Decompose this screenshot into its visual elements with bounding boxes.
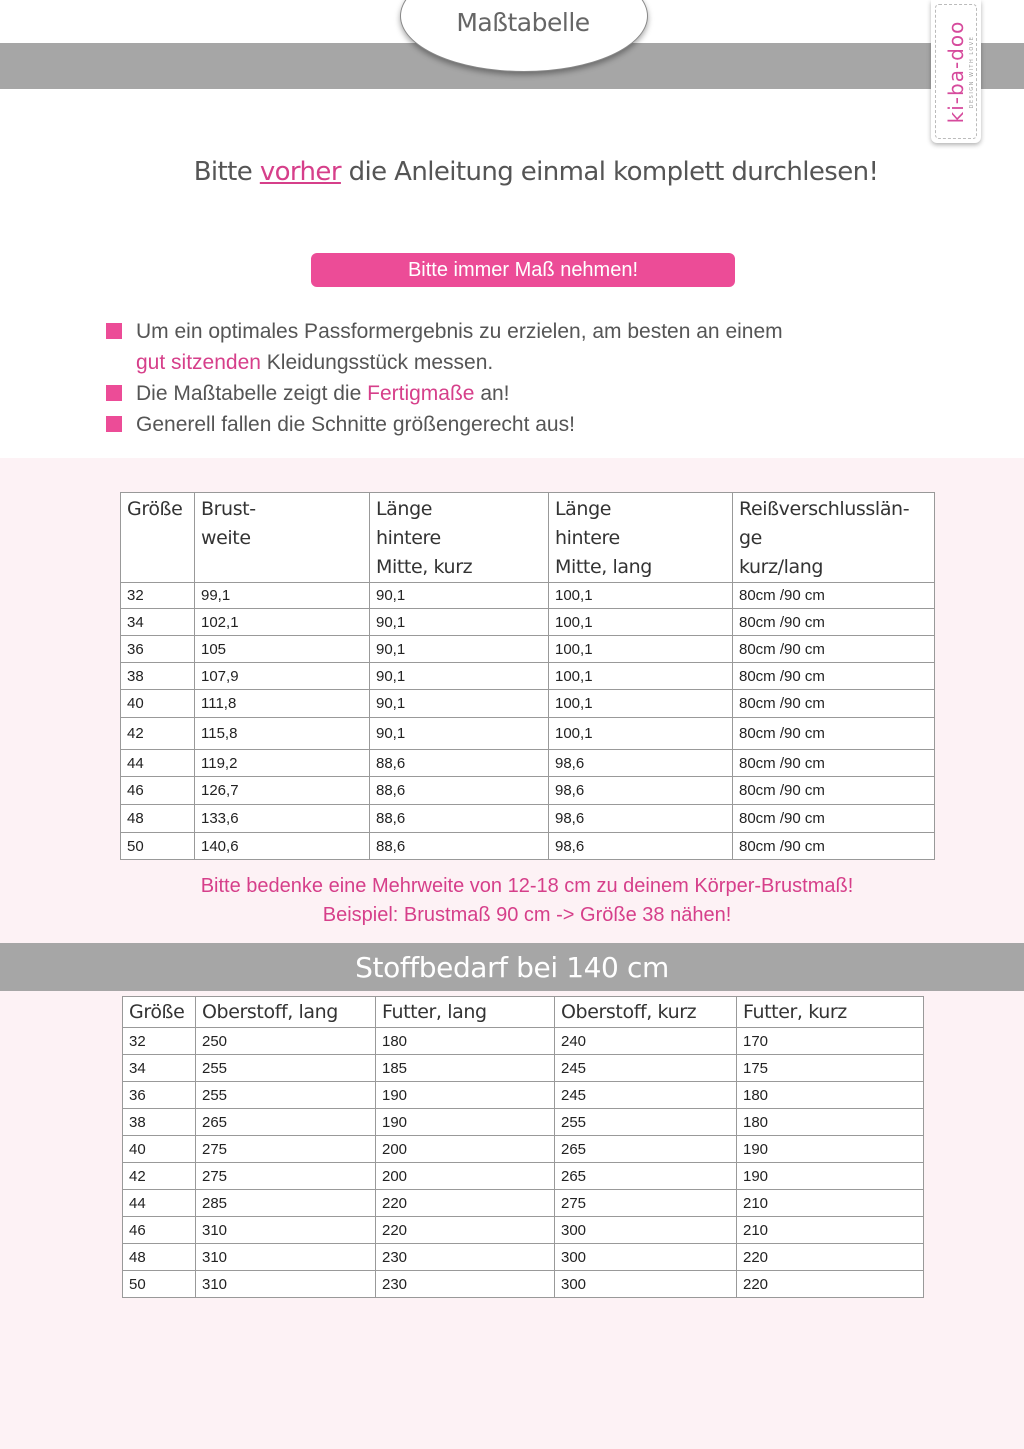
bullet-highlight: gut sitzenden — [136, 351, 261, 374]
table-cell: 245 — [555, 1055, 737, 1082]
table-cell: 190 — [376, 1109, 555, 1136]
table-row — [123, 1055, 924, 1082]
header-line: Reißverschlusslän- — [739, 498, 910, 520]
table-cell: 300 — [555, 1217, 737, 1244]
table-cell: 190 — [737, 1136, 924, 1163]
table-cell: 210 — [737, 1217, 924, 1244]
table-cell: 48 — [121, 805, 195, 833]
list-item-continuation — [106, 347, 866, 378]
intro-line — [0, 157, 1024, 187]
table-cell: 46 — [123, 1217, 196, 1244]
table-cell: 175 — [737, 1055, 924, 1082]
header-line: Größe — [127, 498, 183, 520]
table-cell: 38 — [121, 663, 195, 690]
table-cell: 100,1 — [549, 718, 733, 750]
table-cell: 44 — [123, 1190, 196, 1217]
header-cell — [121, 493, 195, 583]
table-cell: 100,1 — [549, 663, 733, 690]
table-cell: 255 — [196, 1055, 376, 1082]
table-cell: 300 — [555, 1244, 737, 1271]
table-cell: 50 — [123, 1271, 196, 1298]
header-cell: Größe — [123, 997, 196, 1028]
table-cell: 105 — [195, 636, 370, 663]
fabric-table-header — [123, 997, 924, 1028]
table-cell: 310 — [196, 1271, 376, 1298]
header-line: Brust- — [201, 498, 256, 520]
table-cell: 210 — [737, 1190, 924, 1217]
table-cell: 133,6 — [195, 805, 370, 833]
table-cell: 200 — [376, 1163, 555, 1190]
table-cell: 80cm /90 cm — [733, 583, 935, 609]
table-cell: 50 — [121, 833, 195, 860]
table-cell: 200 — [376, 1136, 555, 1163]
table-cell: 220 — [376, 1217, 555, 1244]
table-cell: 40 — [123, 1136, 196, 1163]
table-row — [123, 1109, 924, 1136]
table-cell: 220 — [737, 1271, 924, 1298]
table-cell: 170 — [737, 1028, 924, 1055]
table-row — [121, 583, 935, 609]
table-cell: 185 — [376, 1055, 555, 1082]
intro-before: Bitte — [193, 157, 260, 187]
header-cell — [195, 493, 370, 583]
table-cell: 275 — [196, 1136, 376, 1163]
table-row — [121, 718, 935, 750]
table-cell: 80cm /90 cm — [733, 690, 935, 718]
table-cell: 40 — [121, 690, 195, 718]
table-cell: 255 — [196, 1082, 376, 1109]
table-cell: 48 — [123, 1244, 196, 1271]
notice-pill: Bitte immer Maß nehmen! — [311, 253, 735, 287]
table-row — [123, 1217, 924, 1244]
header-line: Mitte, kurz — [376, 556, 473, 578]
square-bullet-icon — [106, 385, 122, 401]
table-cell: 38 — [123, 1109, 196, 1136]
header-line: weite — [201, 527, 251, 549]
table-row — [123, 1244, 924, 1271]
table-cell: 80cm /90 cm — [733, 718, 935, 750]
list-item — [106, 378, 866, 409]
bullet-list — [106, 316, 866, 440]
table-cell: 255 — [555, 1109, 737, 1136]
table-cell: 32 — [123, 1028, 196, 1055]
table-row — [121, 777, 935, 805]
table-cell: 100,1 — [549, 609, 733, 636]
list-item — [106, 316, 866, 347]
table-cell: 36 — [123, 1082, 196, 1109]
table-cell: 240 — [555, 1028, 737, 1055]
table-cell: 44 — [121, 750, 195, 777]
header-cell — [370, 493, 549, 583]
table-cell: 220 — [737, 1244, 924, 1271]
table-cell: 265 — [196, 1109, 376, 1136]
table-cell: 180 — [376, 1028, 555, 1055]
header-cell: Oberstoff, kurz — [555, 997, 737, 1028]
bullet-text: Kleidungsstück messen. — [260, 351, 494, 374]
table-row — [121, 833, 935, 860]
brand-logo — [931, 0, 981, 143]
size-table-wrapper — [120, 492, 935, 860]
table-cell: 111,8 — [195, 690, 370, 718]
header-cell — [549, 493, 733, 583]
hint-text — [0, 872, 1024, 930]
table-cell: 107,9 — [195, 663, 370, 690]
header-cell: Oberstoff, lang — [196, 997, 376, 1028]
table-cell: 285 — [196, 1190, 376, 1217]
table-cell: 80cm /90 cm — [733, 636, 935, 663]
hint-line-1: Bitte bedenke eine Mehrweite von 12-18 cm zu deinem Körper-Brustmaß! — [200, 875, 854, 897]
size-table-header — [121, 493, 935, 583]
header-line: Mitte, lang — [555, 556, 652, 578]
table-row — [121, 750, 935, 777]
table-cell: 300 — [555, 1271, 737, 1298]
table-cell: 80cm /90 cm — [733, 609, 935, 636]
header-line: hintere — [376, 527, 441, 549]
table-cell: 80cm /90 cm — [733, 833, 935, 860]
table-cell: 250 — [196, 1028, 376, 1055]
hint-line-2: Beispiel: Brustmaß 90 cm -> Größe 38 nähen! — [322, 904, 732, 926]
table-cell: 98,6 — [549, 805, 733, 833]
table-cell: 46 — [121, 777, 195, 805]
table-cell: 310 — [196, 1244, 376, 1271]
table-cell: 90,1 — [370, 690, 549, 718]
logo-text: ki-ba-doo — [944, 20, 968, 124]
fabric-table-body — [123, 1028, 924, 1298]
square-bullet-icon — [106, 416, 122, 432]
table-cell: 230 — [376, 1271, 555, 1298]
table-cell: 90,1 — [370, 663, 549, 690]
header-line: hintere — [555, 527, 620, 549]
table-cell: 80cm /90 cm — [733, 750, 935, 777]
table-row — [121, 663, 935, 690]
table-cell: 36 — [121, 636, 195, 663]
bullet-text: an! — [474, 382, 510, 405]
bullet-text: Um ein optimales Passformergebnis zu erzielen, am besten an einem — [136, 320, 783, 343]
page-title: Maßtabelle — [456, 8, 590, 37]
table-row — [121, 690, 935, 718]
size-table — [120, 492, 935, 860]
header-line: Länge — [555, 498, 612, 520]
header-line: ge — [739, 527, 762, 549]
table-row — [121, 609, 935, 636]
table-row — [123, 1163, 924, 1190]
table-cell: 90,1 — [370, 636, 549, 663]
table-cell: 102,1 — [195, 609, 370, 636]
fabric-table-wrapper — [122, 996, 924, 1298]
list-item — [106, 409, 866, 440]
table-cell: 265 — [555, 1136, 737, 1163]
table-cell: 88,6 — [370, 805, 549, 833]
table-cell: 220 — [376, 1190, 555, 1217]
table-row — [123, 1190, 924, 1217]
table-cell: 100,1 — [549, 690, 733, 718]
table-cell: 100,1 — [549, 636, 733, 663]
table-cell: 90,1 — [370, 609, 549, 636]
table-cell: 98,6 — [549, 750, 733, 777]
table-cell: 80cm /90 cm — [733, 805, 935, 833]
table-cell: 88,6 — [370, 750, 549, 777]
header-line: Länge — [376, 498, 433, 520]
table-row — [123, 1028, 924, 1055]
intro-after: die Anleitung einmal komplett durchlesen! — [340, 157, 879, 187]
table-row — [121, 636, 935, 663]
table-row — [123, 1082, 924, 1109]
table-cell: 90,1 — [370, 583, 549, 609]
table-cell: 190 — [376, 1082, 555, 1109]
intro-highlight: vorher — [259, 157, 341, 187]
table-cell: 80cm /90 cm — [733, 663, 935, 690]
table-cell: 98,6 — [549, 833, 733, 860]
bullet-highlight: Fertigmaße — [367, 382, 475, 405]
table-cell: 119,2 — [195, 750, 370, 777]
bullet-text: Generell fallen die Schnitte größengerecht aus! — [136, 413, 575, 436]
square-bullet-icon — [106, 323, 122, 339]
table-cell: 34 — [121, 609, 195, 636]
table-cell: 90,1 — [370, 718, 549, 750]
table-cell: 88,6 — [370, 777, 549, 805]
bullet-text: Die Maßtabelle zeigt die — [136, 382, 368, 405]
table-cell: 180 — [737, 1109, 924, 1136]
table-cell: 80cm /90 cm — [733, 777, 935, 805]
table-row — [121, 805, 935, 833]
table-cell: 88,6 — [370, 833, 549, 860]
table-cell: 100,1 — [549, 583, 733, 609]
table-row — [123, 1271, 924, 1298]
fabric-section-title: Stoffbedarf bei 140 cm — [0, 943, 1024, 991]
header-line: kurz/lang — [739, 556, 824, 578]
size-table-body — [121, 583, 935, 860]
table-row — [123, 1136, 924, 1163]
table-cell: 190 — [737, 1163, 924, 1190]
header-cell: Futter, kurz — [737, 997, 924, 1028]
table-cell: 98,6 — [549, 777, 733, 805]
header-cell — [733, 493, 935, 583]
table-cell: 42 — [123, 1163, 196, 1190]
table-cell: 310 — [196, 1217, 376, 1244]
table-cell: 180 — [737, 1082, 924, 1109]
table-cell: 99,1 — [195, 583, 370, 609]
table-cell: 126,7 — [195, 777, 370, 805]
header-cell: Futter, lang — [376, 997, 555, 1028]
table-cell: 275 — [196, 1163, 376, 1190]
table-cell: 275 — [555, 1190, 737, 1217]
table-cell: 230 — [376, 1244, 555, 1271]
table-cell: 265 — [555, 1163, 737, 1190]
table-cell: 140,6 — [195, 833, 370, 860]
table-cell: 34 — [123, 1055, 196, 1082]
table-cell: 115,8 — [195, 718, 370, 750]
table-cell: 245 — [555, 1082, 737, 1109]
fabric-table — [122, 996, 924, 1298]
table-cell: 32 — [121, 583, 195, 609]
logo-subtext: DESIGN WITH LOVE — [969, 35, 975, 109]
table-cell: 42 — [121, 718, 195, 750]
